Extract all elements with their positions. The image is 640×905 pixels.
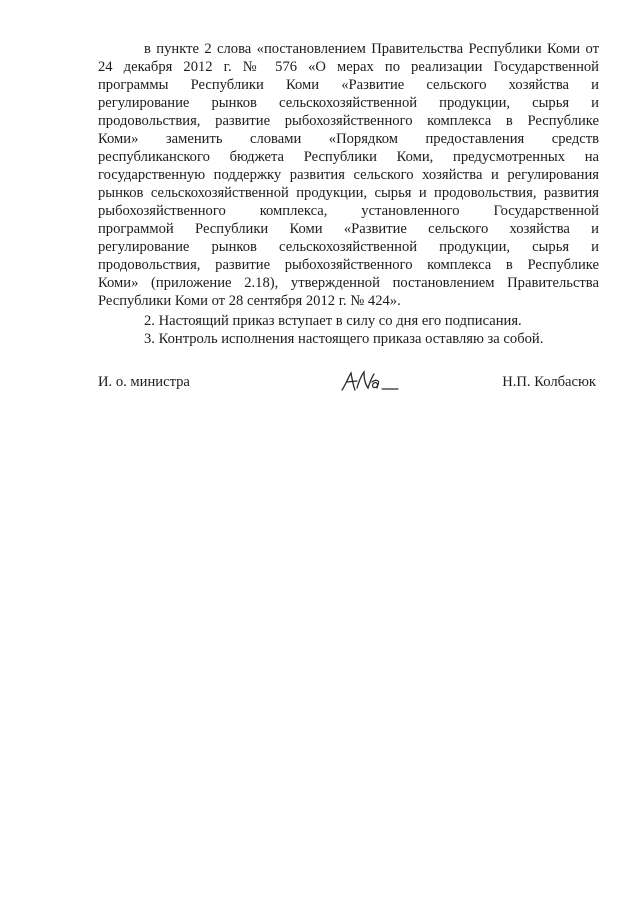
paragraph-line: продовольствия, развитие рыбохозяйственного комплекса в Республике	[98, 113, 599, 129]
paragraph-line: продовольствия, развитие рыбохозяйственного комплекса в Республике	[98, 257, 599, 273]
order-text	[98, 40, 599, 348]
paragraph-line: республиканского бюджета Республики Коми, предусмотренных на	[98, 149, 599, 165]
paragraph-line: рыбохозяйственного комплекса, установленного Государственной	[98, 203, 599, 219]
paragraph-line: в пункте 2 слова «постановлением Правительства Республики Коми от	[144, 41, 599, 57]
item-3: 3. Контроль исполнения настоящего приказа оставляю за собой.	[144, 331, 544, 347]
paragraph-line: регулирование рынков сельскохозяйственной продукции, сырья и	[98, 239, 599, 255]
signature-block	[98, 372, 596, 402]
paragraph-line: Коми» заменить словами «Порядком предоставления средств	[98, 131, 599, 147]
paragraph-line: программы Республики Коми «Развитие сельского хозяйства и	[98, 77, 599, 93]
paragraph-line: регулирование рынков сельскохозяйственной продукции, сырья и	[98, 95, 599, 111]
item-2: 2. Настоящий приказ вступает в силу со дня его подписания.	[144, 313, 522, 329]
signatory-name: Н.П. Колбасюк	[502, 374, 596, 390]
signatory-title: И. о. министра	[98, 374, 190, 390]
handwritten-signature-icon	[338, 364, 402, 396]
paragraph-line: Республики Коми от 28 сентября 2012 г. № 424».	[98, 293, 401, 309]
paragraph-line: 24 декабря 2012 г. № 576 «О мерах по реализации Государственной	[98, 59, 599, 75]
paragraph-line: рынков сельскохозяйственной продукции, сырья и продовольствия, развития	[98, 185, 599, 201]
paragraph-line: государственную поддержку развития сельского хозяйства и регулирования	[98, 167, 599, 183]
paragraph-line: программой Республики Коми «Развитие сельского хозяйства и	[98, 221, 599, 237]
paragraph-line: Коми» (приложение 2.18), утвержденной постановлением Правительства	[98, 275, 599, 291]
